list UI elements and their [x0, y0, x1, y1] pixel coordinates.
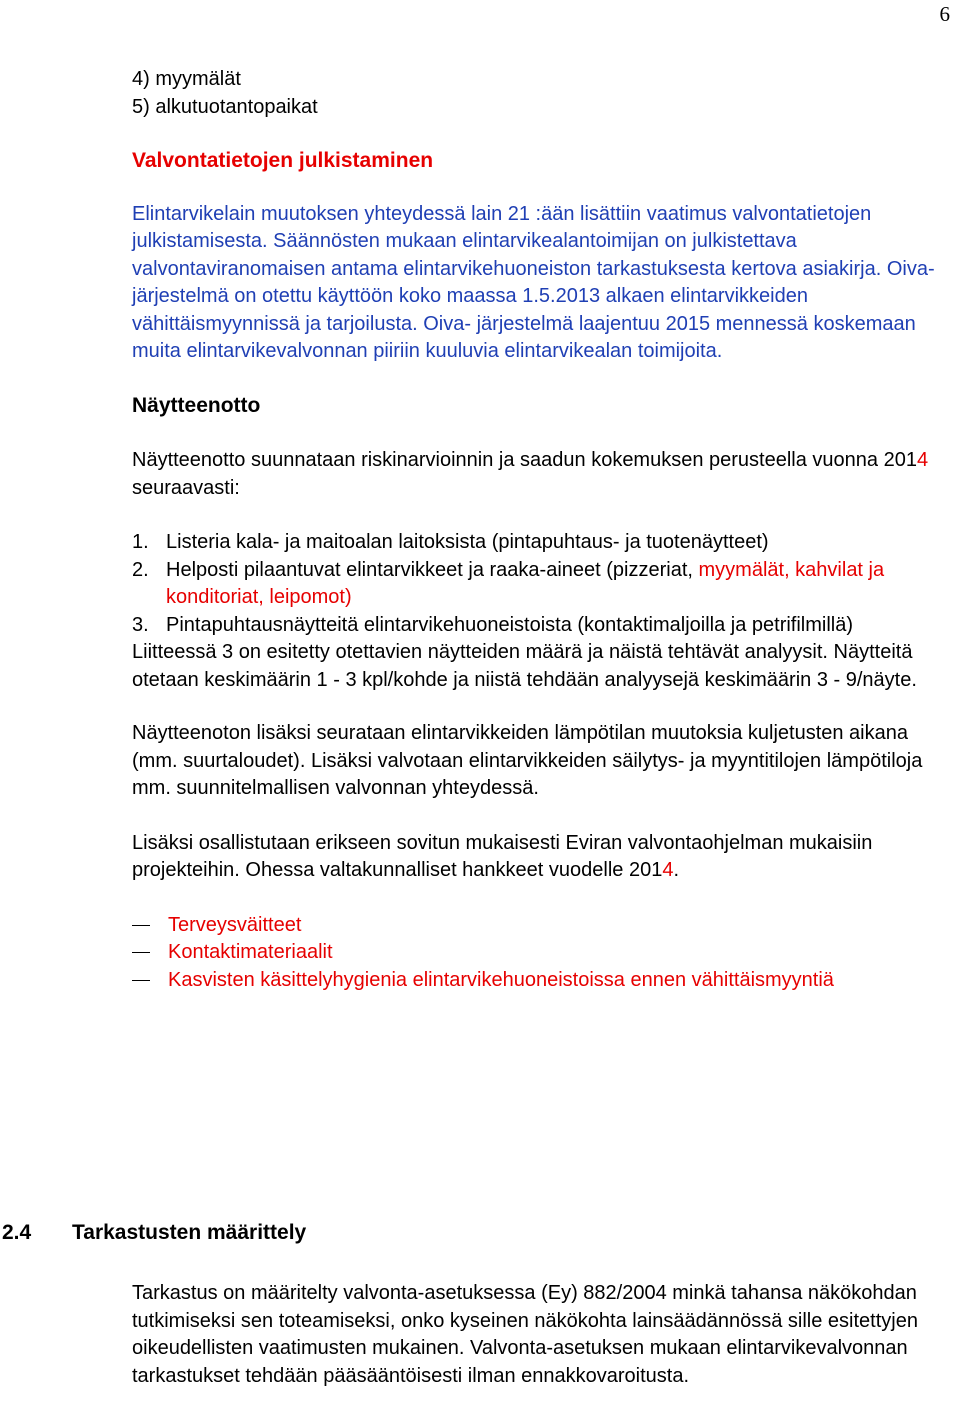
publication-paragraph	[132, 201, 944, 366]
projects-list-text: Kasvisten käsittelyhygienia elintarvikehuoneistoissa ennen vähittäismyyntiä	[168, 968, 834, 991]
appendix-paragraph-part1: Liitteessä 3 on esitetty otettavien näytteiden määrä ja näistä tehtävät analyysit.	[132, 641, 828, 663]
projects-paragraph-year: 4	[662, 859, 674, 881]
section-body	[132, 1280, 944, 1390]
sampling-intro-year: 4	[916, 449, 929, 471]
publication-heading: Valvontatietojen julkistaminen	[132, 149, 434, 172]
page-number: 6	[939, 2, 950, 26]
sampling-intro-part1: Näytteenotto suunnataan riskinarvioinnin ja saadun kokemuksen perusteella vuonna 201	[132, 449, 917, 471]
section-paragraph: Tarkastus on määritelty valvonta-asetuksessa (Ey) 882/2004 minkä tahansa näkökohdan tutkimiseksi sen toteamiseksi, onko kyseinen näkökohta lainsäädännössä sille esitettyjen oikeudellisten vaatimusten mukainen. Valvonta-asetuksen mukaan elintarvikevalvonnan tarkastukset tehdään pääsääntöisesti ilman ennakkovaroitusta.	[132, 1282, 918, 1387]
projects-list	[132, 912, 944, 995]
dash-bullet	[132, 925, 150, 926]
list-number: 1.	[132, 531, 149, 553]
appendix-paragraph-part2: Näytteitä otetaan keskimäärin 1 - 3 kpl/kohde ja niistä tehdään analyysejä keskimäärin 3 - 9/näyte.	[132, 641, 917, 691]
appendix-paragraph	[132, 639, 944, 694]
sampling-list-item	[132, 612, 944, 640]
projects-list-text: Kontaktimateriaalit	[168, 941, 333, 963]
list-number: 2.	[132, 558, 149, 581]
projects-paragraph	[132, 830, 944, 885]
list-item-text: Listeria kala- ja maitoalan laitoksista (pintapuhtaus- ja tuotenäytteet)	[166, 531, 769, 553]
projects-list-item	[132, 967, 944, 995]
list-item-text: Pintapuhtausnäytteitä elintarvikehuoneistoista (kontaktimaljoilla ja petrifilmillä)	[166, 613, 854, 636]
section-heading	[2, 1219, 306, 1247]
projects-list-item	[132, 939, 944, 967]
publication-paragraph-part1: Elintarvikelain muutoksen yhteydessä lain 21 :ään lisättiin vaatimus valvontatietojen julkistamisesta. Säännösten mukaan elintarvikealantoimijan on julkistettava valvontaviranomaisen antama elintarvikehuoneiston tarkastuksesta kertova asiakirja. Oiva- järjestelmä on otettu käyttöön koko maassa 1.5.	[132, 202, 935, 307]
publication-paragraph-part2: 2013 alkaen elintarvikkeiden vähittäismyynnissä ja tarjoilusta.	[132, 285, 808, 335]
sampling-list-item	[132, 557, 944, 612]
sampling-intro-part3: seuraavasti:	[132, 476, 240, 499]
list-item-red-text: myymälät, kahvilat ja konditoriat, leipomot)	[166, 558, 885, 608]
list-item-text: Helposti pilaantuvat elintarvikkeet ja raaka-aineet (pizzeriat,	[166, 558, 699, 581]
page-content	[132, 66, 944, 994]
section-title: Tarkastusten määrittely	[72, 1221, 307, 1244]
section-number: 2.4	[2, 1221, 32, 1244]
sampling-intro	[132, 447, 944, 502]
dash-bullet	[132, 980, 150, 981]
temperature-paragraph: Näytteenoton lisäksi seurataan elintarvikkeiden lämpötilan muutoksia kuljetusten aikana (mm. suurtaloudet). Lisäksi valvotaan elintarvikkeiden säilytys- ja myyntitilojen lämpötiloja mm. suunnitelmallisen valvonnan yhteydessä.	[132, 722, 923, 799]
publication-paragraph-part3: Oiva- järjestelmä laajentuu 2015 mennessä koskemaan muita elintarvikevalvonnan piiriin kuuluvia elintarvikealan toimijoita.	[132, 312, 916, 362]
top-list-item: 4) myymälät	[132, 68, 241, 90]
sampling-list-item	[132, 529, 944, 557]
projects-paragraph-part1: Lisäksi osallistutaan erikseen sovitun mukaisesti Eviran valvontaohjelman mukaisiin projekteihin. Ohessa valtakunnalliset hankkeet vuodelle 201	[132, 831, 873, 881]
dash-bullet	[132, 952, 150, 953]
top-list-item: 5) alkutuotantopaikat	[132, 95, 318, 118]
list-number: 3.	[132, 613, 149, 636]
projects-paragraph-part3: .	[673, 859, 680, 881]
top-list	[132, 66, 944, 121]
sampling-list	[132, 529, 944, 639]
projects-list-text: Terveysväitteet	[168, 913, 302, 936]
projects-list-item	[132, 912, 944, 940]
sampling-heading: Näytteenotto	[132, 393, 261, 417]
